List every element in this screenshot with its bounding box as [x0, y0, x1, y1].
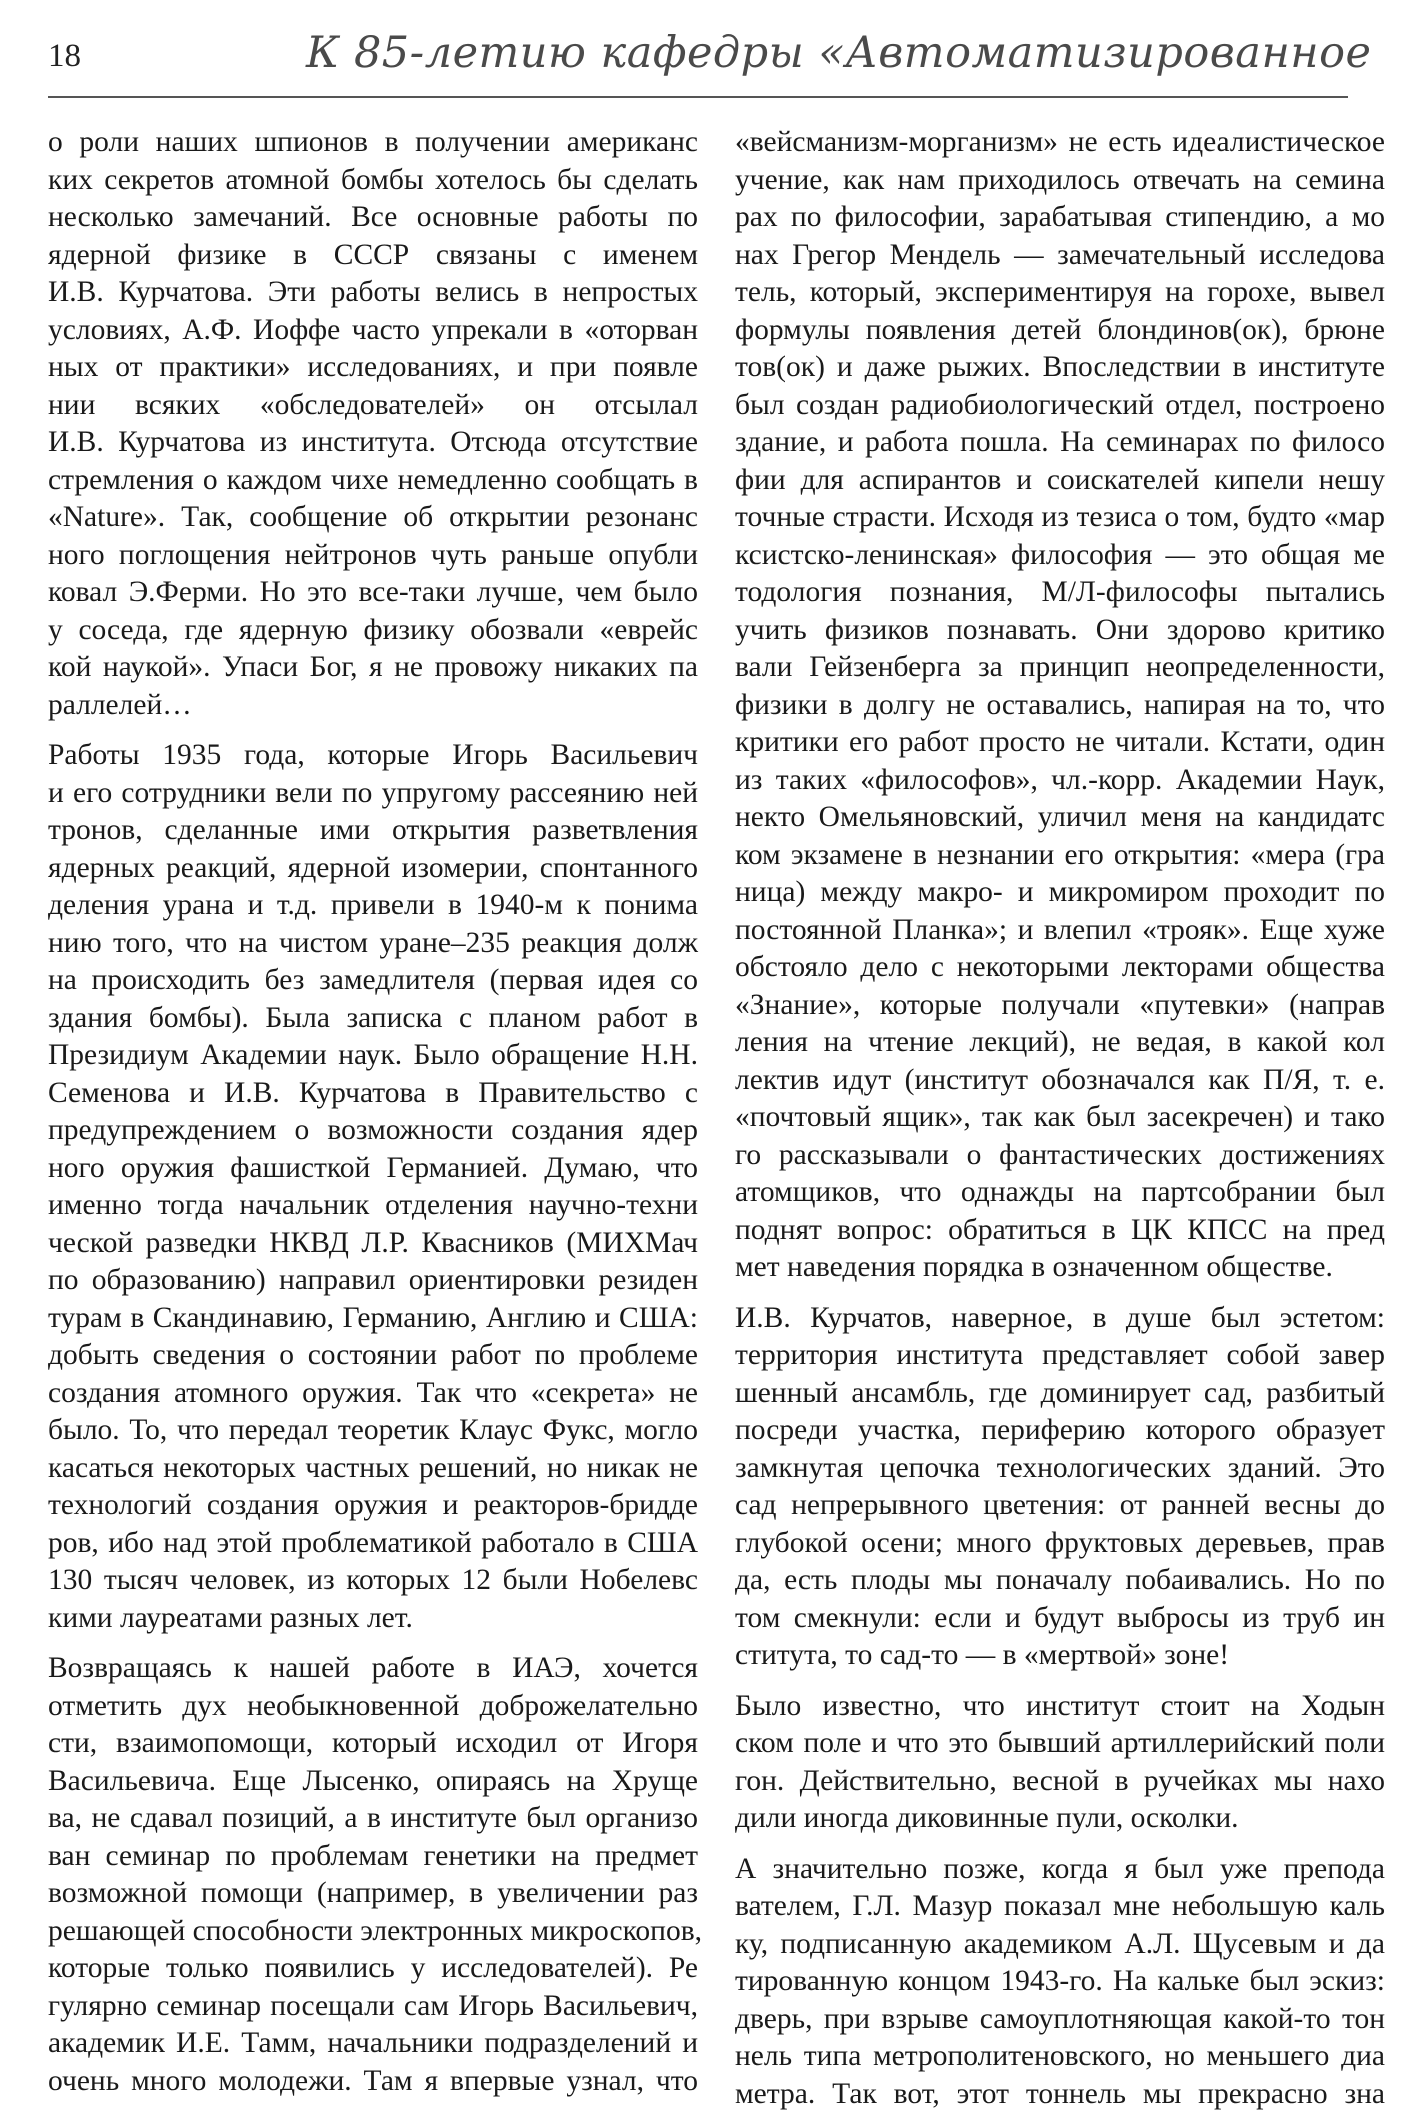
- text-line: 130 тысяч человек, из которых 12 были Нобелевс: [48, 1562, 698, 1600]
- text-line: именно тогда начальник отделения научно-техни: [48, 1187, 698, 1225]
- text-line: критики его работ просто не читали. Кстати, один: [735, 724, 1385, 762]
- text-line: сад непрерывного цветения: от ранней весны до: [735, 1487, 1385, 1525]
- text-line: И.В. Курчатов, наверное, в душе был эстетом:: [735, 1300, 1385, 1338]
- header-rule: [48, 96, 1348, 98]
- text-line: физики в долгу не оставались, напирая на то, что: [735, 687, 1385, 725]
- text-line: предупреждением о возможности создания ядер: [48, 1112, 698, 1150]
- text-line: Возвращаясь к нашей работе в ИАЭ, хочется: [48, 1650, 698, 1688]
- text-line: го рассказывали о фантастических достижениях: [735, 1137, 1385, 1175]
- text-line: метра. Так вот, этот тоннель мы прекрасно зна: [735, 2076, 1385, 2113]
- text-line: которые только появились у исследователей). Ре: [48, 1950, 698, 1988]
- text-line: ковал Э.Ферми. Но это все-таки лучше, чем было: [48, 574, 698, 612]
- text-line: том смекнули: если и будут выбросы из труб ин: [735, 1600, 1385, 1638]
- text-line: дили иногда диковинные пули, осколки.: [735, 1800, 1385, 1838]
- text-line: ких секретов атомной бомбы хотелось бы сделать: [48, 162, 698, 200]
- text-line: постоянной Планка»; и влепил «трояк». Еще хуже: [735, 912, 1385, 950]
- text-line: ница) между макро- и микромиром проходит по: [735, 874, 1385, 912]
- text-line: тронов, сделанные ими открытия разветвления: [48, 812, 698, 850]
- text-line: ного поглощения нейтронов чуть раньше опубли: [48, 537, 698, 575]
- text-line: тов(ок) и даже рыжих. Впоследствии в институте: [735, 349, 1385, 387]
- text-line: технологий создания оружия и реакторов-бридде: [48, 1487, 698, 1525]
- text-line: А значительно позже, когда я был уже препода: [735, 1851, 1385, 1889]
- left-text-column: [48, 124, 698, 2100]
- page-header: [48, 28, 1348, 92]
- text-line: «вейсманизм-морганизм» не есть идеалистическое: [735, 124, 1385, 162]
- text-line: из таких «философов», чл.-корр. Академии Наук,: [735, 762, 1385, 800]
- right-text-column: [735, 124, 1385, 2113]
- text-line: учение, как нам приходилось отвечать на семина: [735, 162, 1385, 200]
- text-line: Президиум Академии наук. Было обращение Н.Н.: [48, 1037, 698, 1075]
- text-line: условиях, А.Ф. Иоффе часто упрекали в «оторван: [48, 312, 698, 350]
- text-line: касаться некоторых частных решений, но никак не: [48, 1450, 698, 1488]
- text-line: «почтовый ящик», так как был засекречен) и тако: [735, 1099, 1385, 1137]
- text-line: у соседа, где ядерную физику обозвали «еврейс: [48, 612, 698, 650]
- text-line: Было известно, что институт стоит на Ходын: [735, 1688, 1385, 1726]
- text-line: ных от практики» исследованиях, и при появле: [48, 349, 698, 387]
- text-line: очень много молодежи. Там я впервые узнал, что: [48, 2063, 698, 2101]
- text-line: ядерной физике в СССР связаны с именем: [48, 237, 698, 275]
- text-line: гон. Действительно, весной в ручейках мы нахо: [735, 1763, 1385, 1801]
- text-line: добыть сведения о состоянии работ по проблеме: [48, 1337, 698, 1375]
- text-line: И.В. Курчатова из института. Отсюда отсутствие: [48, 424, 698, 462]
- text-line: ком экзамене в незнании его открытия: «мера (гра: [735, 837, 1385, 875]
- text-line: тель, который, экспериментируя на горохе, вывел: [735, 274, 1385, 312]
- text-line: ститута, то сад-то — в «мертвой» зоне!: [735, 1637, 1385, 1675]
- text-line: был создан радиобиологический отдел, построено: [735, 387, 1385, 425]
- text-line: лектив идут (институт обозначался как П/Я, т. е.: [735, 1062, 1385, 1100]
- text-line: ксистско-ленинская» философия — это общая ме: [735, 537, 1385, 575]
- text-line: формулы появления детей блондинов(ок), брюне: [735, 312, 1385, 350]
- text-line: ва, не сдавал позиций, а в институте был организо: [48, 1800, 698, 1838]
- text-line: здание, и работа пошла. На семинарах по филосо: [735, 424, 1385, 462]
- text-line: стремления о каждом чихе немедленно сообщать в: [48, 462, 698, 500]
- text-line: деления урана и т.д. привели в 1940-м к понима: [48, 887, 698, 925]
- text-line: гулярно семинар посещали сам Игорь Васильевич,: [48, 1988, 698, 2026]
- text-line: рах по философии, зарабатывая стипендию, а мо: [735, 199, 1385, 237]
- paragraph-gap: [48, 724, 698, 737]
- text-line: о роли наших шпионов в получении американс: [48, 124, 698, 162]
- text-line: поднят вопрос: обратиться в ЦК КПСС на пред: [735, 1212, 1385, 1250]
- text-line: учить физиков познавать. Они здорово критико: [735, 612, 1385, 650]
- text-line: Васильевича. Еще Лысенко, опираясь на Хруще: [48, 1763, 698, 1801]
- text-line: ядерных реакций, ядерной изомерии, спонтанного: [48, 850, 698, 888]
- text-line: раллелей…: [48, 687, 698, 725]
- text-line: нель типа метрополитеновского, но меньшего диа: [735, 2038, 1385, 2076]
- running-title: К 85-летию кафедры «Автоматизированное: [306, 28, 1371, 78]
- text-line: ления на чтение лекций), не ведая, в какой кол: [735, 1024, 1385, 1062]
- text-line: территория института представляет собой завер: [735, 1337, 1385, 1375]
- text-line: мет наведения порядка в означенном обществе.: [735, 1249, 1385, 1287]
- text-line: И.В. Курчатова. Эти работы велись в непростых: [48, 274, 698, 312]
- text-line: ного оружия фашисткой Германией. Думаю, что: [48, 1150, 698, 1188]
- text-line: возможной помощи (например, в увеличении раз: [48, 1875, 698, 1913]
- paragraph-gap: [735, 1838, 1385, 1851]
- text-line: точные страсти. Исходя из тезиса о том, будто «мар: [735, 499, 1385, 537]
- text-line: кой наукой». Упаси Бог, я не провожу никаких па: [48, 649, 698, 687]
- text-line: вателем, Г.Л. Мазур показал мне небольшую каль: [735, 1888, 1385, 1926]
- text-line: ческой разведки НКВД Л.Р. Квасников (МИХМач: [48, 1225, 698, 1263]
- text-line: Семенова и И.В. Курчатова в Правительство с: [48, 1075, 698, 1113]
- text-line: на происходить без замедлителя (первая идея со: [48, 962, 698, 1000]
- text-line: решающей способности электронных микроскопов,: [48, 1913, 698, 1951]
- text-line: «Знание», которые получали «путевки» (направ: [735, 987, 1385, 1025]
- text-line: посреди участка, периферию которого образует: [735, 1412, 1385, 1450]
- text-line: турам в Скандинавию, Германию, Англию и США:: [48, 1300, 698, 1338]
- text-line: несколько замечаний. Все основные работы по: [48, 199, 698, 237]
- text-line: было. То, что передал теоретик Клаус Фукс, могло: [48, 1412, 698, 1450]
- text-line: обстояло дело с некоторыми лекторами общества: [735, 949, 1385, 987]
- text-line: кими лауреатами разных лет.: [48, 1600, 698, 1638]
- text-line: нах Грегор Мендель — замечательный исследова: [735, 237, 1385, 275]
- text-line: ском поле и что это бывший артиллерийский поли: [735, 1725, 1385, 1763]
- text-line: создания атомного оружия. Так что «секрета» не: [48, 1375, 698, 1413]
- text-line: тированную концом 1943-го. На кальке был эскиз:: [735, 1963, 1385, 2001]
- text-line: нию того, что на чистом уране–235 реакция долж: [48, 925, 698, 963]
- text-line: ван семинар по проблемам генетики на предмет: [48, 1838, 698, 1876]
- text-line: сти, взаимопомощи, который исходил от Игоря: [48, 1725, 698, 1763]
- text-line: вали Гейзенберга за принцип неопределенности,: [735, 649, 1385, 687]
- text-line: Работы 1935 года, которые Игорь Васильевич: [48, 737, 698, 775]
- text-line: глубокой осени; много фруктовых деревьев, прав: [735, 1525, 1385, 1563]
- paragraph-gap: [735, 1675, 1385, 1688]
- text-line: некто Омельяновский, уличил меня на кандидатс: [735, 799, 1385, 837]
- text-line: по образованию) направил ориентировки резиден: [48, 1262, 698, 1300]
- paragraph-gap: [735, 1287, 1385, 1300]
- text-line: «Nature». Так, сообщение об открытии резонанс: [48, 499, 698, 537]
- text-line: дверь, при взрыве самоуплотняющая какой-то тон: [735, 2001, 1385, 2039]
- text-line: отметить дух необыкновенной доброжелательно: [48, 1688, 698, 1726]
- text-line: атомщиков, что однажды на партсобрании был: [735, 1174, 1385, 1212]
- text-line: да, есть плоды мы поначалу побаивались. Но по: [735, 1562, 1385, 1600]
- text-line: фии для аспирантов и соискателей кипели нешу: [735, 462, 1385, 500]
- text-line: ку, подписанную академиком А.Л. Щусевым и да: [735, 1926, 1385, 1964]
- paragraph-gap: [48, 1637, 698, 1650]
- text-line: здания бомбы). Была записка с планом работ в: [48, 1000, 698, 1038]
- text-line: и его сотрудники вели по упругому рассеянию ней: [48, 775, 698, 813]
- text-line: шенный ансамбль, где доминирует сад, разбитый: [735, 1375, 1385, 1413]
- text-line: тодология познания, М/Л-философы пытались: [735, 574, 1385, 612]
- text-line: нии всяких «обследователей» он отсылал: [48, 387, 698, 425]
- text-line: замкнутая цепочка технологических зданий. Это: [735, 1450, 1385, 1488]
- text-line: академик И.Е. Тамм, начальники подразделений и: [48, 2025, 698, 2063]
- page-number: 18: [48, 38, 81, 75]
- text-line: ров, ибо над этой проблематикой работало в США: [48, 1525, 698, 1563]
